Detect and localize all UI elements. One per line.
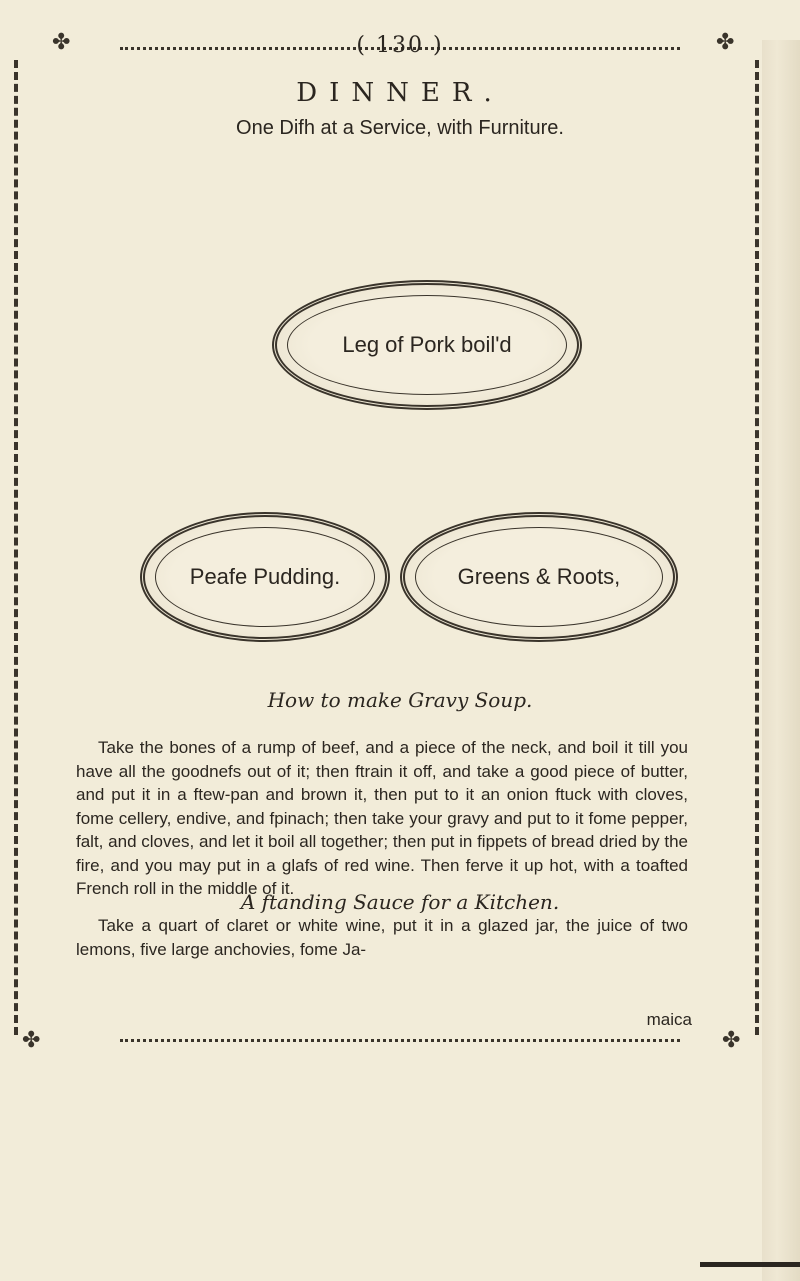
- page-number: ( 130 ): [356, 33, 444, 58]
- dish-greens-roots: [400, 512, 678, 642]
- bottom-ornament-border: [120, 1039, 680, 1042]
- catchword: maica: [646, 1010, 692, 1029]
- top-right-ornament-icon: ✤: [716, 30, 735, 55]
- bottom-left-ornament-icon: ✤: [22, 1028, 41, 1053]
- top-left-ornament-icon: ✤: [52, 30, 71, 55]
- recipe-body-standing-sauce: Take a quart of claret or white wine, put it in a glazed jar, the juice of two lemons, five large anchovies, fome Ja-: [76, 916, 688, 959]
- bottom-right-ornament-icon: ✤: [722, 1028, 741, 1053]
- recipe-heading-standing-sauce: A ftanding Sauce for a Kitchen.: [240, 890, 560, 914]
- dish-label: Greens & Roots,: [457, 564, 621, 589]
- dish-leg-of-pork: [272, 280, 582, 410]
- page-subtitle: One Difh at a Service, with Furniture.: [236, 117, 564, 139]
- page-edge: [762, 40, 800, 1281]
- page-title: DINNER.: [296, 78, 504, 108]
- bottom-edge-bar: [700, 1262, 800, 1267]
- dish-peafe-pudding: [140, 512, 390, 642]
- recipe-heading-gravy-soup: How to make Gravy Soup.: [267, 688, 533, 712]
- dish-label: Leg of Pork boil'd: [342, 332, 512, 357]
- recipe-body-gravy-soup: Take the bones of a rump of beef, and a piece of the neck, and boil it till you have all the goodnefs out of it; then ftrain it off, and take a good piece of butter, and put it in a ftew-pan and brown it, then put to it an onion ftuck with cloves, fome cellery, endive, and fpinach; then take your gravy and put to it fome pepper, falt, and cloves, and let it boil all together; then put in fippets of bread dried by the fire, and you may put in a glafs of red wine. Then ferve it up hot, with a toafted French roll in the middle of it.: [76, 738, 688, 898]
- right-ornament-border: [755, 60, 759, 1035]
- dish-label: Peafe Pudding.: [189, 564, 341, 589]
- left-ornament-border: [14, 60, 18, 1035]
